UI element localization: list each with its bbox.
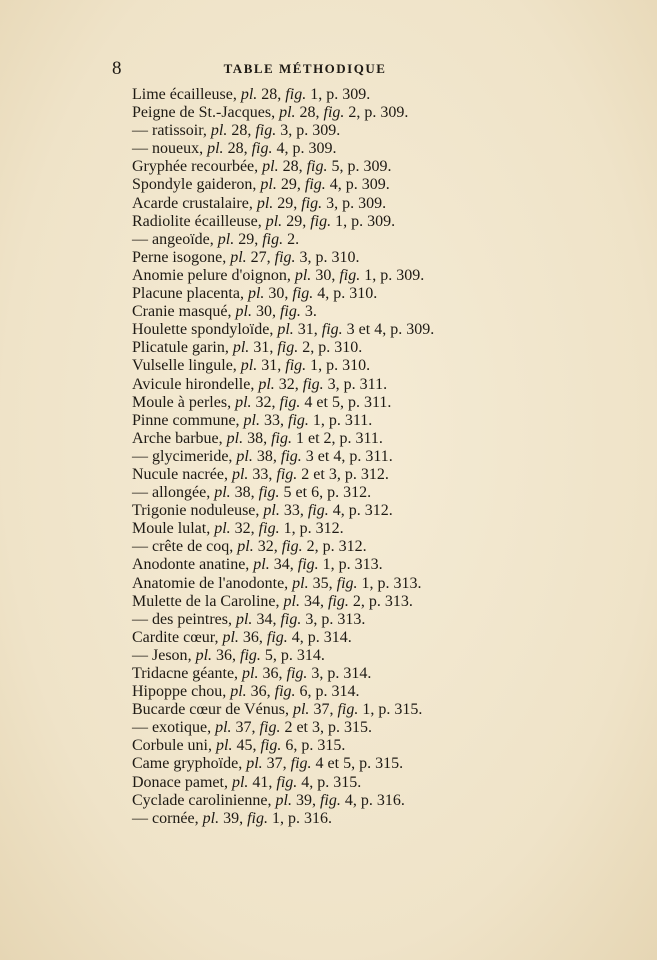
index-entry: Moule lulat, pl. 32, fig. 1, p. 312. [132, 520, 344, 538]
entry-name: — noueux [132, 140, 200, 158]
entry-plate: 34 [303, 592, 320, 610]
entry-figure: 6 [299, 683, 308, 701]
entry-name: Houlette spondyloïde [132, 321, 270, 339]
index-entry: Plicatule garin, pl. 31, fig. 2, p. 310. [132, 339, 363, 357]
entry-name: Moule à perles [132, 393, 228, 411]
entry-plate: 34 [273, 556, 290, 574]
index-entry: Placune placenta, pl. 30, fig. 4, p. 310. [132, 285, 378, 303]
index-entry: Anatomie de l'anodonte, pl. 35, fig. 1, p. 313. [132, 574, 422, 592]
entry-name: — ratissoir [132, 122, 203, 140]
entry-plate: 31 [297, 321, 314, 339]
entry-figure: 2 [352, 592, 361, 610]
entry-figure: 4 [344, 791, 353, 809]
entry-name: Hipoppe chou [132, 683, 223, 701]
entry-name: — des peintres [132, 610, 228, 628]
entry-page: 309. [363, 158, 392, 176]
entry-figure: 1 [364, 266, 373, 284]
entry-name: Gryphée recourbée [132, 158, 255, 176]
entry-page: 310. [331, 248, 360, 266]
entry-name: Vulselle lingule [132, 357, 233, 375]
entry-name: — crête de coq [132, 538, 230, 556]
entry-page: 309. [367, 212, 396, 230]
entry-plate: 27 [250, 248, 267, 266]
entry-plate: 37 [313, 701, 330, 719]
entry-figure: 1 [335, 212, 344, 230]
index-entry: Gryphée recourbée, pl. 28, fig. 5, p. 309. [132, 158, 392, 176]
index-entry: Spondyle gaideron, pl. 29, fig. 4, p. 309. [132, 176, 390, 194]
index-entry: Came gryphoïde, pl. 37, fig. 4 et 5, p. 315. [132, 755, 404, 773]
entry-name: Pinne commune [132, 411, 236, 429]
entry-name: Arche barbue [132, 429, 219, 447]
index-entry: Lime écailleuse, pl. 28, fig. 1, p. 309. [132, 86, 371, 103]
entry-figure: 2 et 3 [284, 719, 320, 737]
entry-figure: 1 et 2 [295, 429, 332, 447]
index-entry: Donace pamet, pl. 41, fig. 4, p. 315. [132, 773, 362, 791]
index-entry: — des peintres, pl. 34, fig. 3, p. 313. [132, 610, 366, 628]
entry-plate: 35 [312, 574, 329, 592]
entry-plate: 39 [295, 791, 312, 809]
entry-name: Tridacne géante [132, 665, 235, 682]
index-entry: Nucule nacrée, pl. 33, fig. 2 et 3, p. 312. [132, 465, 389, 483]
entry-plate: 31 [253, 339, 270, 357]
index-entry: Arche barbue, pl. 38, fig. 1 et 2, p. 311. [132, 429, 383, 447]
entry-page: 311. [359, 375, 388, 393]
entry-page: 312. [360, 465, 389, 483]
entry-name: — Jeson [132, 646, 188, 664]
entry-figure: 1 [322, 556, 331, 574]
running-head: TABLE MÉTHODIQUE [223, 61, 387, 76]
entry-name: Bucarde cœur de Vénus [132, 701, 285, 719]
entry-page: 310. [334, 339, 363, 357]
entry-figure: 1 [271, 809, 280, 827]
entry-page: 312. [338, 538, 367, 556]
entry-plate: 38 [234, 484, 251, 502]
entry-name: Acarde crustalaire [132, 194, 249, 212]
entry-figure: 3 [311, 665, 320, 682]
entry-name: Anatomie de l'anodonte [132, 574, 285, 592]
entry-page: 314. [323, 628, 352, 646]
entry-figure: 2. [287, 230, 300, 248]
entry-plate: 28 [282, 158, 299, 176]
entry-figure: 1 [362, 701, 371, 719]
entry-page: 312. [315, 520, 344, 538]
entry-page: 309. [358, 194, 387, 212]
entry-name: Lime écailleuse [132, 86, 233, 103]
entry-figure: 5 [264, 646, 273, 664]
entry-figure: 3 [280, 122, 289, 140]
entry-plate: 37 [266, 755, 283, 773]
entry-name: Anomie pelure d'oignon [132, 266, 287, 284]
entry-page: 313. [337, 610, 366, 628]
entry-page: 309. [308, 140, 337, 158]
entry-plate: 37 [235, 719, 252, 737]
entry-plate: 28 [227, 140, 244, 158]
entry-page: 309. [380, 104, 409, 122]
entry-page: 313. [354, 556, 383, 574]
entry-plate: 30 [268, 285, 285, 303]
entry-page: 309. [342, 86, 371, 103]
entry-plate: 30 [255, 303, 272, 321]
entry-figure: 3 [305, 610, 314, 628]
entry-figure: 1 [361, 574, 370, 592]
entry-page: 315. [394, 701, 423, 719]
entry-figure: 3. [304, 303, 317, 321]
entry-figure: 2 [306, 538, 315, 556]
entry-plate: 41 [252, 773, 269, 791]
entry-page: 316. [376, 791, 405, 809]
index-entry: Peigne de St.-Jacques, pl. 28, fig. 2, p. 309. [132, 104, 409, 122]
index-entry: Acarde crustalaire, pl. 29, fig. 3, p. 309. [132, 194, 387, 212]
index-entry: Tridacne géante, pl. 36, fig. 3, p. 314. [132, 665, 372, 682]
index-entry: Vulselle lingule, pl. 31, fig. 1, p. 310. [132, 357, 371, 375]
entry-name: Anodonte anatine [132, 556, 246, 574]
entry-page: 310. [342, 357, 371, 375]
entry-figure: 1 [312, 411, 321, 429]
index-entry: Cardite cœur, pl. 36, fig. 4, p. 314. [132, 628, 352, 646]
entry-name: Nucule nacrée [132, 465, 224, 483]
entry-name: Mulette de la Caroline [132, 592, 276, 610]
index-entry: — crête de coq, pl. 32, fig. 2, p. 312. [132, 538, 367, 556]
entry-plate: 28 [299, 104, 316, 122]
entry-plate: 29 [286, 212, 303, 230]
index-entry: — Jeson, pl. 36, fig. 5, p. 314. [132, 646, 325, 664]
entry-page: 316. [303, 809, 332, 827]
entry-name: Plicatule garin [132, 339, 225, 357]
entry-name: — exotique [132, 719, 208, 737]
entry-name: Donace pamet [132, 773, 224, 791]
index-entry: Cyclade carolinienne, pl. 39, fig. 4, p. 316. [132, 791, 405, 809]
entry-plate: 30 [315, 266, 332, 284]
entry-figure: 4 [276, 140, 285, 158]
index-entry: Pinne commune, pl. 33, fig. 1, p. 311. [132, 411, 373, 429]
entry-plate: 36 [262, 665, 279, 682]
entry-name: Trigonie noduleuse [132, 502, 256, 520]
entry-name: — glycimeride [132, 447, 229, 465]
entry-figure: 3 et 4 [346, 321, 383, 339]
entry-figure: 2 et 3 [301, 465, 337, 483]
entry-figure: 4 et 5 [315, 755, 352, 773]
entry-name: Moule lulat [132, 520, 207, 538]
index-entry: Avicule hirondelle, pl. 32, fig. 3, p. 311. [132, 375, 388, 393]
entry-page: 310. [349, 285, 378, 303]
entry-plate: 28 [231, 122, 248, 140]
entry-page: 312. [343, 484, 372, 502]
entry-name: Placune placenta [132, 285, 240, 303]
entry-figure: 5 [331, 158, 340, 176]
entry-name: — cornée [132, 809, 195, 827]
entry-figure: 4 [301, 773, 310, 791]
index-entry: Cranie masqué, pl. 30, fig. 3. [132, 303, 317, 321]
entry-name: — angeoïde [132, 230, 210, 248]
index-entry: Mulette de la Caroline, pl. 34, fig. 2, p. 313. [132, 592, 413, 610]
entry-figure: 1 [310, 357, 319, 375]
entry-page: 313. [384, 592, 413, 610]
entry-page: 314. [331, 683, 360, 701]
entry-page: 315. [333, 773, 362, 791]
index-entry: Bucarde cœur de Vénus, pl. 37, fig. 1, p. 315. [132, 701, 423, 719]
entry-page: 315. [317, 737, 346, 755]
entry-name: Cardite cœur [132, 628, 215, 646]
entry-plate: 32 [255, 393, 272, 411]
entry-figure: 1 [310, 86, 319, 103]
index-entry: — noueux, pl. 28, fig. 4, p. 309. [132, 140, 337, 158]
entry-name: Came gryphoïde [132, 755, 239, 773]
index-entry: — ratissoir, pl. 28, fig. 3, p. 309. [132, 122, 341, 140]
index-entry: Anodonte anatine, pl. 34, fig. 1, p. 313. [132, 556, 383, 574]
index-entry: Perne isogone, pl. 27, fig. 3, p. 310. [132, 248, 360, 266]
entry-plate: 36 [242, 628, 259, 646]
entry-plate: 36 [250, 683, 267, 701]
entry-name: Corbule uni [132, 737, 208, 755]
entry-plate: 32 [278, 375, 295, 393]
index-entry: — glycimeride, pl. 38, fig. 3 et 4, p. 311. [132, 447, 393, 465]
entry-name: Avicule hirondelle [132, 375, 251, 393]
entry-page: 309. [406, 321, 435, 339]
entry-name: Perne isogone [132, 248, 223, 266]
index-entry: — cornée, pl. 39, fig. 1, p. 316. [132, 809, 332, 827]
entry-page: 315. [343, 719, 372, 737]
page-number: 8 [112, 58, 122, 79]
entry-plate: 36 [216, 646, 233, 664]
entry-page: 313. [393, 574, 422, 592]
entry-page: 309. [361, 176, 390, 194]
entry-figure: 2 [348, 104, 357, 122]
entry-name: Cyclade carolinienne [132, 791, 268, 809]
entry-plate: 38 [247, 429, 264, 447]
entry-figure: 1 [283, 520, 292, 538]
entry-page: 311. [365, 447, 393, 465]
entry-plate: 32 [234, 520, 251, 538]
entry-plate: 38 [256, 447, 273, 465]
index-entry: — allongée, pl. 38, fig. 5 et 6, p. 312. [132, 484, 372, 502]
entry-name: Cranie masqué [132, 303, 228, 321]
entry-figure: 4 [291, 628, 300, 646]
entry-name: — allongée [132, 484, 207, 502]
entry-page: 314. [296, 646, 325, 664]
entry-figure: 4 et 5 [304, 393, 340, 411]
entry-plate: 39 [223, 809, 240, 827]
entry-plate: 29 [280, 176, 297, 194]
entry-name: Peigne de St.-Jacques [132, 104, 272, 122]
index-entry: Radiolite écailleuse, pl. 29, fig. 1, p. 309. [132, 212, 396, 230]
entry-plate: 32 [257, 538, 274, 556]
index-entry: Corbule uni, pl. 45, fig. 6, p. 315. [132, 737, 346, 755]
entry-page: 311. [363, 393, 392, 411]
entry-figure: 5 et 6 [283, 484, 320, 502]
index-entry: — exotique, pl. 37, fig. 2 et 3, p. 315. [132, 719, 372, 737]
index-entry: Moule à perles, pl. 32, fig. 4 et 5, p. 311. [132, 393, 392, 411]
entry-plate: 29 [277, 194, 294, 212]
entry-page: 315. [375, 755, 404, 773]
entry-page: 311. [355, 429, 383, 447]
entry-figure: 6 [285, 737, 294, 755]
entry-plate: 34 [256, 610, 273, 628]
entry-plate: 33 [264, 411, 280, 429]
entry-name: Spondyle gaideron [132, 176, 253, 194]
entry-plate: 31 [261, 357, 278, 375]
entry-figure: 4 [329, 176, 338, 194]
index-entries [132, 86, 552, 828]
entry-plate: 29 [238, 230, 255, 248]
entry-plate: 45 [236, 737, 253, 755]
index-entry: Anomie pelure d'oignon, pl. 30, fig. 1, p. 309. [132, 266, 425, 284]
entry-figure: 4 [332, 502, 341, 520]
entry-figure: 3 [299, 248, 308, 266]
entry-plate: 28 [261, 86, 278, 103]
entry-page: 309. [312, 122, 341, 140]
entry-figure: 3 et 4 [305, 447, 342, 465]
entry-name: Radiolite écailleuse [132, 212, 258, 230]
entry-page: 311. [344, 411, 373, 429]
entry-figure: 4 [317, 285, 326, 303]
index-entry: Houlette spondyloïde, pl. 31, fig. 3 et 4, p. 309. [132, 321, 435, 339]
entry-page: 312. [364, 502, 393, 520]
index-entry: Trigonie noduleuse, pl. 33, fig. 4, p. 312. [132, 502, 393, 520]
index-entry: — angeoïde, pl. 29, fig. 2. [132, 230, 300, 248]
index-entry: Hipoppe chou, pl. 36, fig. 6, p. 314. [132, 683, 360, 701]
entry-page: 309. [396, 266, 425, 284]
entry-figure: 3 [327, 375, 336, 393]
entry-plate: 33 [252, 465, 269, 483]
entry-figure: 3 [326, 194, 335, 212]
entry-plate: 33 [283, 502, 300, 520]
entry-figure: 2 [302, 339, 311, 357]
entry-page: 314. [343, 665, 372, 682]
